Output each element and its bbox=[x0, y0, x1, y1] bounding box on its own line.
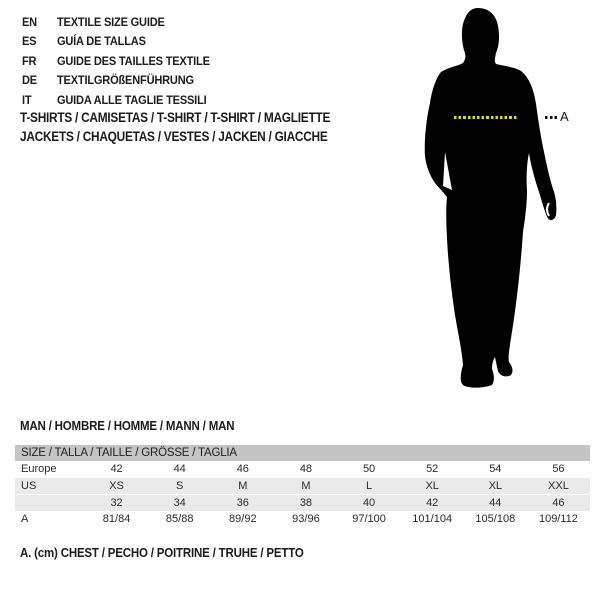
man-silhouette-icon bbox=[410, 0, 600, 410]
table-cell: 85/88 bbox=[165, 513, 194, 525]
table-row-us-numeric bbox=[15, 495, 590, 512]
table-row-a-chest bbox=[15, 511, 590, 527]
table-cell: M bbox=[238, 480, 248, 492]
table-cell: 89/92 bbox=[229, 513, 257, 525]
footnote-chest-measure: A. (cm) CHEST / PECHO / POITRINE / TRUHE / PETTO bbox=[20, 546, 304, 560]
table-cell: 50 bbox=[362, 463, 376, 475]
row-label: Europe bbox=[21, 463, 57, 475]
table-cell: 40 bbox=[362, 497, 376, 509]
table-row-europe bbox=[15, 461, 590, 478]
table-cell: M bbox=[301, 480, 311, 492]
table-cell: XXL bbox=[548, 480, 569, 492]
table-cell: 52 bbox=[426, 463, 439, 475]
table-cell: 34 bbox=[173, 497, 186, 509]
language-label: GUIDA ALLE TAGLIE TESSILI bbox=[56, 92, 207, 107]
chest-measure-dashed-line bbox=[454, 116, 517, 119]
table-cell: 54 bbox=[489, 463, 502, 475]
table-cell: 42 bbox=[426, 497, 439, 509]
table-cell: 38 bbox=[299, 497, 313, 509]
table-cell: 46 bbox=[552, 497, 565, 509]
row-label: US bbox=[21, 480, 37, 492]
table-cell: 56 bbox=[552, 463, 565, 475]
language-label: GUIDE DES TAILLES TEXTILE bbox=[56, 53, 210, 68]
table-cell: 93/96 bbox=[292, 513, 320, 525]
category-line-jackets: JACKETS / CHAQUETAS / VESTES / JACKEN / GIACCHE bbox=[20, 128, 328, 144]
table-cell: 48 bbox=[299, 463, 313, 475]
table-cell: 36 bbox=[236, 497, 249, 509]
table-cell: 97/100 bbox=[352, 513, 386, 525]
language-code: FR bbox=[22, 53, 37, 68]
table-cell: 46 bbox=[236, 463, 249, 475]
language-code: ES bbox=[22, 34, 37, 49]
table-cell: S bbox=[176, 480, 184, 492]
measure-label-a: A bbox=[560, 109, 569, 124]
table-row-us bbox=[15, 478, 590, 495]
language-code: DE bbox=[22, 73, 37, 88]
table-cell: 101/104 bbox=[412, 513, 453, 525]
row-label bbox=[15, 495, 85, 512]
table-cell: 44 bbox=[489, 497, 502, 509]
language-label: TEXTILGRÖßENFÜHRUNG bbox=[56, 73, 194, 88]
table-cell: 81/84 bbox=[102, 513, 131, 525]
table-cell: 32 bbox=[110, 497, 123, 509]
callout-dashed-line bbox=[545, 116, 559, 119]
table-cell: 42 bbox=[110, 463, 123, 475]
table-cell: XL bbox=[488, 480, 503, 492]
language-code: IT bbox=[22, 92, 32, 107]
table-cell: 44 bbox=[173, 463, 186, 475]
section-title-man: MAN / HOMBRE / HOMME / MANN / MAN bbox=[20, 419, 235, 433]
size-table-header: SIZE / TALLA / TAILLE / GRÖSSE / TAGLIA bbox=[21, 447, 237, 459]
row-label: A bbox=[21, 513, 29, 525]
language-code: EN bbox=[22, 15, 37, 29]
table-cell: L bbox=[366, 480, 373, 492]
category-line-tshirts: T-SHIRTS / CAMISETAS / T-SHIRT / T-SHIRT / MAGLIETTE bbox=[20, 110, 331, 125]
table-cell: 105/108 bbox=[475, 513, 516, 525]
size-table-header-row bbox=[15, 445, 590, 461]
language-label: GUÍA DE TALLAS bbox=[56, 34, 146, 49]
language-label: TEXTILE SIZE GUIDE bbox=[56, 15, 165, 29]
size-table bbox=[15, 445, 590, 527]
table-cell: XL bbox=[425, 480, 439, 492]
table-cell: XS bbox=[109, 480, 124, 492]
table-cell: 109/112 bbox=[538, 513, 578, 525]
